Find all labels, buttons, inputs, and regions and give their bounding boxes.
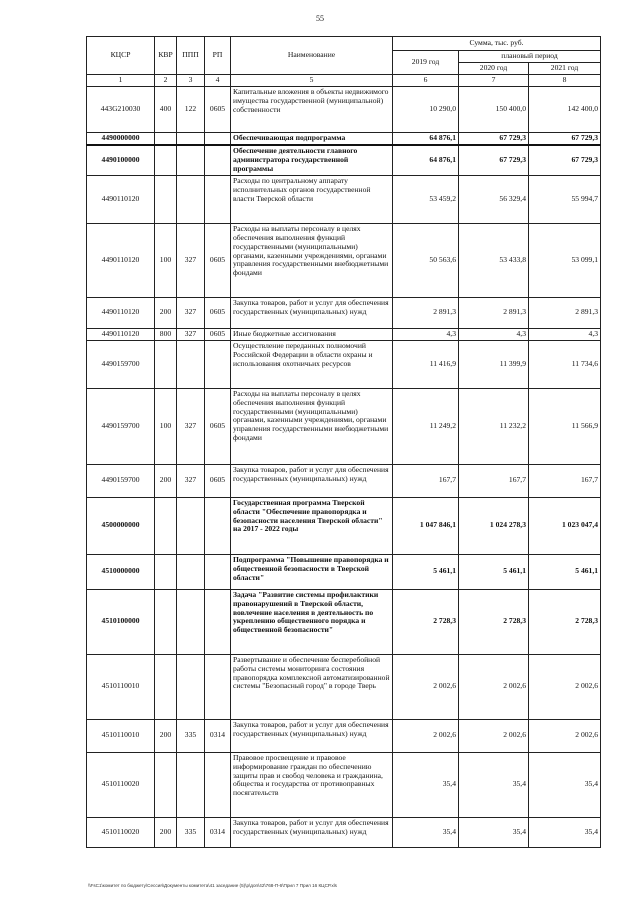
rp-cell: [205, 340, 231, 388]
ppp-cell: 327: [177, 464, 205, 497]
table-row: [87, 554, 601, 589]
name-cell: Закупка товаров, работ и услуг для обеспечения государственных (муниципальных) нужд: [231, 817, 393, 847]
amount-2020-cell: 35,4: [459, 817, 529, 847]
page-number: 55: [316, 14, 324, 23]
amount-2021-cell: 1 023 047,4: [529, 497, 601, 554]
kcsr-cell: 4490159700: [87, 464, 155, 497]
amount-2020-cell: 67 729,3: [459, 145, 529, 175]
amount-2020-cell: 53 433,8: [459, 223, 529, 297]
table-row: [87, 145, 601, 175]
name-cell: Закупка товаров, работ и услуг для обеспечения государственных (муниципальных) нужд: [231, 464, 393, 497]
name-cell: Закупка товаров, работ и услуг для обеспечения государственных (муниципальных) нужд: [231, 297, 393, 328]
amount-2020-cell: 167,7: [459, 464, 529, 497]
ppp-cell: 335: [177, 719, 205, 752]
amount-2020-cell: 2 891,3: [459, 297, 529, 328]
amount-2019-cell: 2 002,6: [393, 719, 459, 752]
ppp-cell: [177, 654, 205, 719]
kcsr-cell: 4490110120: [87, 297, 155, 328]
amount-2021-cell: 55 994,7: [529, 175, 601, 223]
amount-2019-cell: 35,4: [393, 817, 459, 847]
amount-2020-cell: 56 329,4: [459, 175, 529, 223]
kvr-cell: [155, 175, 177, 223]
rp-cell: 0605: [205, 328, 231, 340]
amount-2019-cell: 4,3: [393, 328, 459, 340]
kcsr-cell: 4510110010: [87, 719, 155, 752]
name-cell: Развертывание и обеспечение бесперебойной работы системы мониторинга состояния правопорядка комплексной автоматизированной системы "Безопасный город" в городе Тверь: [231, 654, 393, 719]
kvr-cell: 100: [155, 388, 177, 464]
kcsr-cell: 4510110020: [87, 817, 155, 847]
name-cell: Обеспечивающая подпрограмма: [231, 132, 393, 144]
name-cell: Осуществление переданных полномочий Российской Федерации в области охраны и использования охотничьих ресурсов: [231, 340, 393, 388]
amount-2019-cell: 11 416,9: [393, 340, 459, 388]
table-row: [87, 497, 601, 554]
amount-2020-cell: 35,4: [459, 752, 529, 817]
amount-2021-cell: 35,4: [529, 817, 601, 847]
amount-2020-cell: 150 400,0: [459, 86, 529, 132]
amount-2020-cell: 4,3: [459, 328, 529, 340]
ppp-cell: [177, 132, 205, 144]
kvr-cell: 200: [155, 817, 177, 847]
amount-2021-cell: 11 566,9: [529, 388, 601, 464]
header-name: Наименование: [231, 37, 393, 75]
kcsr-cell: 4490110120: [87, 328, 155, 340]
column-number-cell: 3: [177, 74, 205, 86]
header-sum: Сумма, тыс. руб.: [393, 37, 601, 51]
name-cell: Расходы по центральному аппарату исполнительных органов государственной власти Тверской области: [231, 175, 393, 223]
amount-2021-cell: 2 002,6: [529, 654, 601, 719]
amount-2020-cell: 5 461,1: [459, 554, 529, 589]
rp-cell: [205, 752, 231, 817]
ppp-cell: [177, 497, 205, 554]
ppp-cell: [177, 589, 205, 654]
amount-2021-cell: 167,7: [529, 464, 601, 497]
ppp-cell: 122: [177, 86, 205, 132]
amount-2020-cell: 67 729,3: [459, 132, 529, 144]
amount-2020-cell: 2 728,3: [459, 589, 529, 654]
header-ppp: ППП: [177, 37, 205, 75]
amount-2019-cell: 64 876,1: [393, 145, 459, 175]
kvr-cell: [155, 145, 177, 175]
name-cell: Обеспечение деятельности главного администратора государственной программы: [231, 145, 393, 175]
file-path-footer: \\FsC1\комитет по бюджету\Сессия\Документы комитета\41 заседание (5)\p\доп\42\768-П-6\Прил 7 Прил 16 КЦСР.xls: [88, 883, 337, 888]
kcsr-cell: 4500000000: [87, 497, 155, 554]
amount-2019-cell: 167,7: [393, 464, 459, 497]
amount-2021-cell: 11 734,6: [529, 340, 601, 388]
ppp-cell: [177, 145, 205, 175]
amount-2019-cell: 2 891,3: [393, 297, 459, 328]
rp-cell: [205, 589, 231, 654]
amount-2021-cell: 53 099,1: [529, 223, 601, 297]
ppp-cell: 327: [177, 328, 205, 340]
amount-2019-cell: 50 563,6: [393, 223, 459, 297]
header-2020: 2020 год: [459, 62, 529, 74]
column-number-cell: 2: [155, 74, 177, 86]
kcsr-cell: 4490159700: [87, 388, 155, 464]
column-number-cell: 7: [459, 74, 529, 86]
rp-cell: [205, 497, 231, 554]
kvr-cell: 200: [155, 719, 177, 752]
kvr-cell: [155, 654, 177, 719]
budget-table: [86, 36, 601, 848]
kvr-cell: [155, 340, 177, 388]
column-number-cell: 4: [205, 74, 231, 86]
amount-2019-cell: 2 002,6: [393, 654, 459, 719]
kcsr-cell: 4490110120: [87, 175, 155, 223]
kvr-cell: [155, 132, 177, 144]
kvr-cell: [155, 497, 177, 554]
rp-cell: [205, 145, 231, 175]
kvr-cell: [155, 554, 177, 589]
header-2021: 2021 год: [529, 62, 601, 74]
amount-2020-cell: 2 002,6: [459, 719, 529, 752]
table-row: [87, 223, 601, 297]
header-kcsr: КЦСР: [87, 37, 155, 75]
amount-2019-cell: 53 459,2: [393, 175, 459, 223]
name-cell: Капитальные вложения в объекты недвижимого имущества государственной (муниципальной) собственности: [231, 86, 393, 132]
amount-2019-cell: 10 290,0: [393, 86, 459, 132]
table-row: [87, 719, 601, 752]
ppp-cell: 335: [177, 817, 205, 847]
column-number-cell: 5: [231, 74, 393, 86]
amount-2019-cell: 11 249,2: [393, 388, 459, 464]
amount-2020-cell: 11 399,9: [459, 340, 529, 388]
name-cell: Государственная программа Тверской области "Обеспечение правопорядка и безопасности населения Тверской области" на 2017 - 2022 годы: [231, 497, 393, 554]
kvr-cell: 800: [155, 328, 177, 340]
kvr-cell: 200: [155, 297, 177, 328]
rp-cell: 0314: [205, 719, 231, 752]
ppp-cell: 327: [177, 388, 205, 464]
kcsr-cell: 4510110020: [87, 752, 155, 817]
kcsr-cell: 4490159700: [87, 340, 155, 388]
amount-2020-cell: 11 232,2: [459, 388, 529, 464]
amount-2021-cell: 67 729,3: [529, 132, 601, 144]
amount-2021-cell: 35,4: [529, 752, 601, 817]
amount-2019-cell: 5 461,1: [393, 554, 459, 589]
kvr-cell: [155, 589, 177, 654]
amount-2019-cell: 2 728,3: [393, 589, 459, 654]
kcsr-cell: 4510100000: [87, 589, 155, 654]
kvr-cell: 200: [155, 464, 177, 497]
table-row: [87, 388, 601, 464]
rp-cell: 0605: [205, 86, 231, 132]
amount-2020-cell: 1 024 278,3: [459, 497, 529, 554]
kcsr-cell: 4490110120: [87, 223, 155, 297]
amount-2021-cell: 142 400,0: [529, 86, 601, 132]
name-cell: Подпрограмма "Повышение правопорядка и общественной безопасности в Тверской области": [231, 554, 393, 589]
header-2019: 2019 год: [393, 51, 459, 75]
name-cell: Расходы на выплаты персоналу в целях обеспечения выполнения функций государственными (муниципальными) органами, казенными учреждениями, органами управления государственными внебюджетными фондами: [231, 388, 393, 464]
amount-2019-cell: 1 047 846,1: [393, 497, 459, 554]
kcsr-cell: 4490100000: [87, 145, 155, 175]
table-row: [87, 328, 601, 340]
table-row: [87, 86, 601, 132]
table-row: [87, 817, 601, 847]
table-body: [87, 86, 601, 847]
table-row: [87, 464, 601, 497]
amount-2020-cell: 2 002,6: [459, 654, 529, 719]
kvr-cell: [155, 752, 177, 817]
table-row: [87, 589, 601, 654]
header-planning-period: плановый период: [459, 51, 601, 63]
amount-2019-cell: 35,4: [393, 752, 459, 817]
table-row: [87, 340, 601, 388]
header-kvr: КВР: [155, 37, 177, 75]
table-row: [87, 297, 601, 328]
header-rp: РП: [205, 37, 231, 75]
name-cell: Расходы на выплаты персоналу в целях обеспечения выполнения функций государственными (муниципальными) органами, казенными учреждениями, органами управления государственными внебюджетными фондами: [231, 223, 393, 297]
name-cell: Закупка товаров, работ и услуг для обеспечения государственных (муниципальных) нужд: [231, 719, 393, 752]
table-row: [87, 752, 601, 817]
amount-2021-cell: 2 002,6: [529, 719, 601, 752]
ppp-cell: 327: [177, 297, 205, 328]
rp-cell: [205, 132, 231, 144]
amount-2021-cell: 4,3: [529, 328, 601, 340]
table-row: [87, 654, 601, 719]
table-header: [87, 37, 601, 87]
kcsr-cell: 443G210030: [87, 86, 155, 132]
column-number-cell: 6: [393, 74, 459, 86]
rp-cell: 0605: [205, 223, 231, 297]
rp-cell: [205, 554, 231, 589]
ppp-cell: [177, 175, 205, 223]
kcsr-cell: 4490000000: [87, 132, 155, 144]
rp-cell: [205, 175, 231, 223]
rp-cell: [205, 654, 231, 719]
name-cell: Иные бюджетные ассигнования: [231, 328, 393, 340]
ppp-cell: [177, 554, 205, 589]
ppp-cell: [177, 752, 205, 817]
name-cell: Задача "Развитие системы профилактики правонарушений в Тверской области, вовлечение населения в деятельность по укреплению общественного порядка и общественной безопасности": [231, 589, 393, 654]
kvr-cell: 400: [155, 86, 177, 132]
rp-cell: 0605: [205, 297, 231, 328]
amount-2021-cell: 2 891,3: [529, 297, 601, 328]
column-number-cell: 8: [529, 74, 601, 86]
ppp-cell: 327: [177, 223, 205, 297]
column-number-row: [87, 74, 601, 86]
rp-cell: 0314: [205, 817, 231, 847]
name-cell: Правовое просвещение и правовое информирование граждан по обеспечению защиты прав и свобод человека и гражданина, общества и государства от противоправных посягательств: [231, 752, 393, 817]
ppp-cell: [177, 340, 205, 388]
column-number-cell: 1: [87, 74, 155, 86]
kvr-cell: 100: [155, 223, 177, 297]
table-row: [87, 175, 601, 223]
table-row: [87, 132, 601, 144]
amount-2021-cell: 67 729,3: [529, 145, 601, 175]
amount-2021-cell: 5 461,1: [529, 554, 601, 589]
rp-cell: 0605: [205, 388, 231, 464]
amount-2019-cell: 64 876,1: [393, 132, 459, 144]
amount-2021-cell: 2 728,3: [529, 589, 601, 654]
kcsr-cell: 4510110010: [87, 654, 155, 719]
kcsr-cell: 4510000000: [87, 554, 155, 589]
rp-cell: 0605: [205, 464, 231, 497]
